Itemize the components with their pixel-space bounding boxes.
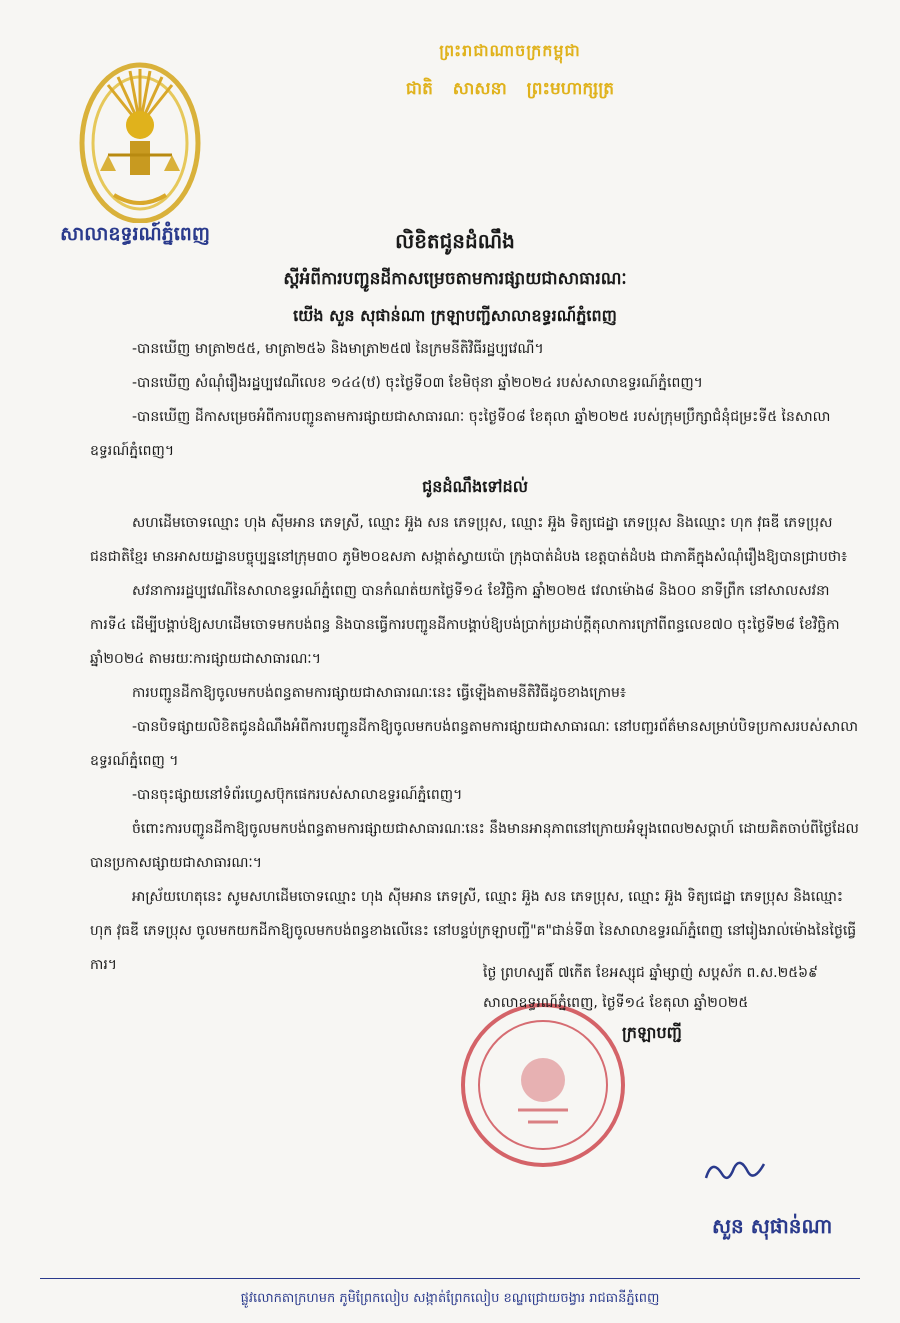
consideration-item: -បានឃើញ ដីកាសម្រេចអំពីការបញ្ជូនតាមការផ្សាយជាសាធារណៈ ចុះថ្ងៃទី០៨ ខែតុលា ឆ្នាំ២០២៥ របស់ក្រុមប្រឹក្សាជំនុំជម្រះទី៥ នៃសាលាឧទ្ធរណ៍ភ្នំពេញ។ [90, 409, 831, 459]
consideration-item: -បានឃើញ សំណុំរឿងរដ្ឋប្បវេណីលេខ ១៤៤(ឋ) ចុះថ្ងៃទី០៣ ខែមិថុនា ឆ្នាំ២០២៤ របស់សាលាឧទ្ធរណ៍ភ្នំពេញ។ [132, 375, 703, 391]
court-emblem-icon [78, 55, 202, 223]
body-paragraph: សវនាការរដ្ឋប្បវេណីនៃសាលាឧទ្ធរណ៍ភ្នំពេញ បានកំណត់យកថ្ងៃទី១៤ ខែវិច្ឆិកា ឆ្នាំ២០២៥ វេលាម៉ោង៨ និង០០ នាទីព្រឹក នៅសាលសវនាការទី៤ ដើម្បីបង្គាប់ឱ្យសហដើមចោទមកបង់ពន្ធ និងបានធ្វើការបញ្ជូនដីកាបង្គាប់ឱ្យបង់ប្រាក់ប្រដាប់ក្តីតុលាការក្រៅពីពន្ធលេខ៧០ ចុះថ្ងៃទី២៨ ខែវិច្ឆិកា ឆ្នាំ២០២៤ តាមរយៈការផ្សាយជាសាធារណៈ។ [90, 583, 840, 667]
body-paragraph: ការបញ្ជូនដីកាឱ្យចូលមកបង់ពន្ធតាមការផ្សាយជាសាធារណៈនេះ ធ្វើឡើងតាមនីតិវិធីដូចខាងក្រោម៖ [132, 685, 627, 701]
body-paragraph: -បានចុះផ្សាយនៅទំព័រហ្វេសប៊ុកផេករបស់សាលាឧទ្ធរណ៍ភ្នំពេញ។ [132, 787, 463, 803]
document-title: លិខិតជូនដំណឹង [395, 229, 515, 253]
body-paragraph: សហដើមចោទឈ្មោះ ហុង ស៊ីមអាន ភេទស្រី, ឈ្មោះ អ៊ួង សន ភេទប្រុស, ឈ្មោះ អ៊ួង ទិត្យជេដ្ឋា ភេទប្រុស និងឈ្មោះ ហុក វុធឌី ភេទប្រុស ជនជាតិខ្មែរ មានអាសយដ្ឋានបច្ចុប្បន្ននៅក្រុម៣០ ភូមិ២០ឧសភា សង្កាត់ស្វាយប៉ោ ក្រុងបាត់ដំបង ខេត្តបាត់ដំបង ជាភាគីក្នុងសំណុំរឿងឱ្យបានជ្រាបថា៖ [90, 515, 848, 565]
solar-date: សាលាឧទ្ធរណ៍ភ្នំពេញ, ថ្ងៃទី១៤ ខែតុលា ឆ្នាំ២០២៥ [483, 995, 749, 1011]
footer-divider [40, 1278, 860, 1279]
national-motto [340, 40, 680, 103]
handwritten-signature-icon [700, 1150, 770, 1190]
footer-address: ផ្លូវលោកតាក្រហមក ភូមិព្រែកលៀប សង្កាត់ព្រែកលៀប ខណ្ឌជ្រោយចង្វារ រាជធានីភ្នំពេញ [240, 1291, 660, 1306]
body-paragraph: ចំពោះការបញ្ជូនដីកាឱ្យចូលមកបង់ពន្ធតាមការផ្សាយជាសាធារណៈនេះ នឹងមានអានុភាពនៅក្រោយអំឡុងពេល២សប្តាហ៍ ដោយគិតចាប់ពីថ្ងៃដែលបានប្រកាសផ្សាយជាសាធារណៈ។ [90, 821, 859, 871]
motto-line-nation: ជាតិ សាសនា ព្រះមហាក្សត្រ [405, 79, 615, 99]
motto-line-kingdom: ព្រះរាជាណាចក្រកម្ពុជា [439, 41, 581, 60]
document-issuer: យើង សួន សុផាន់ណា ក្រឡាបញ្ជីសាលាឧទ្ធរណ៍ភ្នំពេញ [293, 306, 617, 325]
title-block [230, 228, 680, 329]
notice-heading: ជូនដំណឹងទៅដល់ [422, 477, 528, 496]
document-subject: ស្តីអំពីការបញ្ជូនដីកាសម្រេចតាមការផ្សាយជាសាធារណៈ [283, 269, 627, 289]
official-seal-icon [458, 1000, 628, 1170]
signer-name: សួន សុផាន់ណា [712, 1214, 833, 1238]
signer-title: ក្រឡាបញ្ជី [622, 1023, 682, 1042]
body-paragraph: អាស្រ័យហេតុនេះ សូមសហដើមចោទឈ្មោះ ហុង ស៊ីមអាន ភេទស្រី, ឈ្មោះ អ៊ួង សន ភេទប្រុស, ឈ្មោះ អ៊ួង ទិត្យជេដ្ឋា ភេទប្រុស និងឈ្មោះ ហុក វុធឌី ភេទប្រុស ចូលមកយកដីកាឱ្យចូលមកបង់ពន្ធខាងលើនេះ នៅបន្ទប់ក្រឡាបញ្ជី"គ"ជាន់ទី៣ នៃសាលាឧទ្ធរណ៍ភ្នំពេញ នៅរៀងរាល់ម៉ោងនៃថ្ងៃធ្វើការ។ [90, 889, 857, 973]
document-body [90, 332, 860, 982]
body-paragraph: -បានបិទផ្សាយលិខិតជូនដំណឹងអំពីការបញ្ជូនដីកាឱ្យចូលមកបង់ពន្ធតាមការផ្សាយជាសាធារណៈ នៅបញ្ជរព័ត៌មានសម្រាប់បិទប្រកាសរបស់សាលាឧទ្ធរណ៍ភ្នំពេញ ។ [90, 719, 859, 769]
court-name: សាលាឧទ្ធរណ៍ភ្នំពេញ [60, 223, 210, 245]
consideration-item: -បានឃើញ មាត្រា២៥៥, មាត្រា២៥៦ និងមាត្រា២៥៧ នៃក្រមនីតិវិធីរដ្ឋប្បវេណី។ [132, 341, 544, 357]
lunar-date: ថ្ងៃ ព្រហស្បតិ៍ ៧កើត ខែអស្សុជ ឆ្នាំម្សាញ់ សប្តស័ក ព.ស.២៥៦៩ [483, 965, 818, 981]
